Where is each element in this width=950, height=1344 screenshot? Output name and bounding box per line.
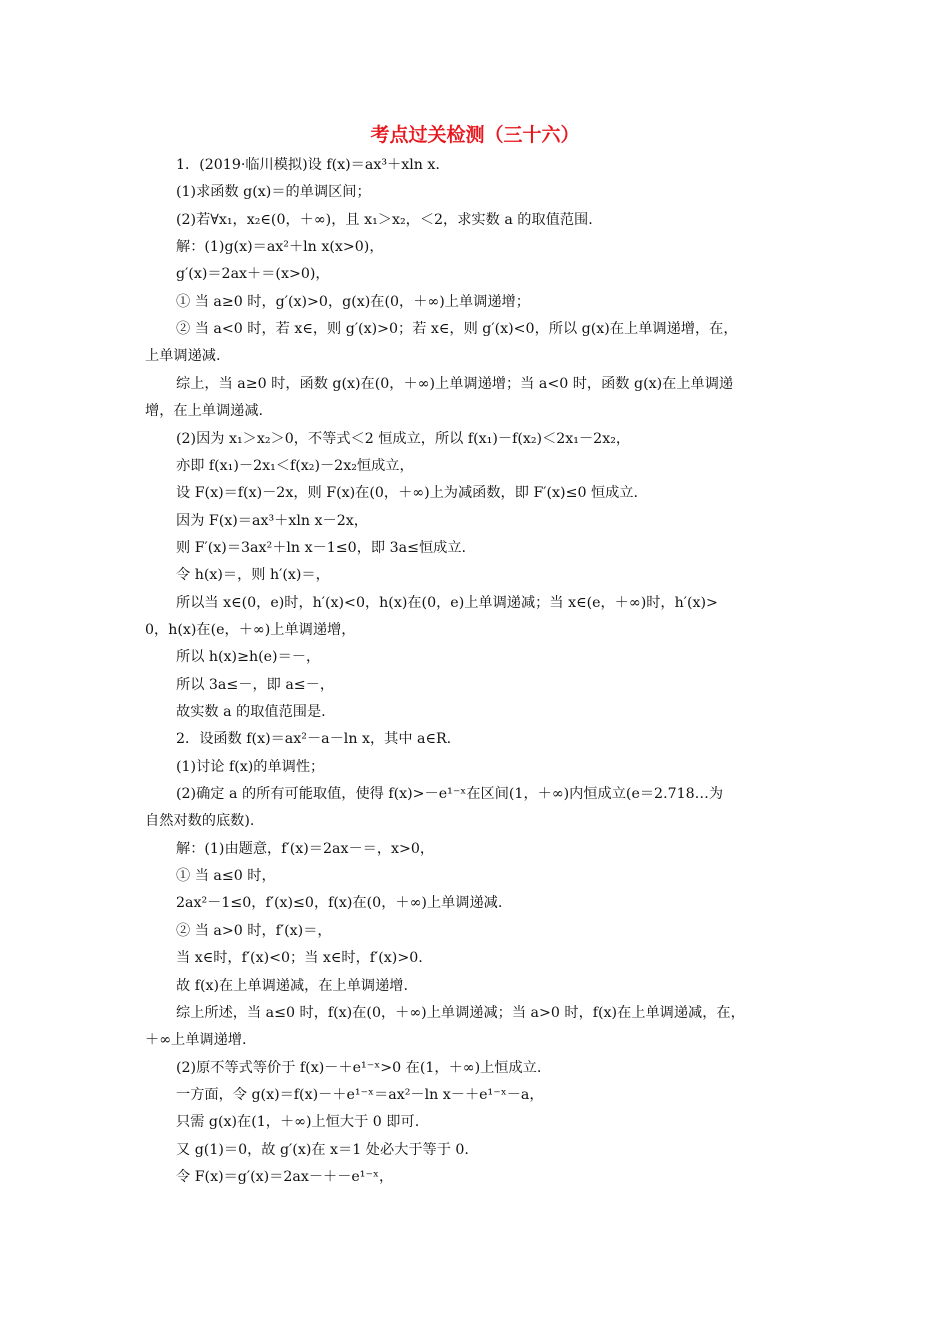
text-line: (1)讨论 f(x)的单调性；	[176, 758, 325, 775]
text-line: g′(x)＝2ax＋＝(x>0)，	[176, 266, 330, 283]
text-line: 所以 3a≤－，即 a≤－，	[176, 676, 335, 693]
text-line: 一方面，令 g(x)＝f(x)－＋e¹⁻ˣ＝ax²－ln x－＋e¹⁻ˣ－a，	[176, 1086, 544, 1103]
text-line: 则 F′(x)＝3ax²＋ln x－1≤0，即 3a≤恒成立.	[176, 539, 467, 556]
text-line: (2)因为 x₁＞x₂＞0，不等式＜2 恒成立，所以 f(x₁)－f(x₂)＜2x₁－2x₂，	[176, 430, 631, 447]
text-line: 解：(1)g(x)＝ax²＋ln x(x>0)，	[176, 239, 384, 256]
text-line: (1)求函数 g(x)＝的单调区间；	[176, 184, 371, 201]
text-line: (2)原不等式等价于 f(x)－＋e¹⁻ˣ>0 在(1，＋∞)上恒成立.	[176, 1059, 542, 1076]
text-line: 上单调递减.	[145, 348, 221, 365]
text-line: ① 当 a≥0 时，g′(x)>0，g(x)在(0，＋∞)上单调递增；	[176, 293, 530, 310]
text-line: 所以 h(x)≥h(e)＝－，	[176, 649, 321, 666]
text-line: 解：(1)由题意，f′(x)＝2ax－＝，x>0，	[176, 840, 435, 857]
text-line: 故 f(x)在上单调递减，在上单调递增.	[176, 977, 408, 994]
text-line: 1．(2019·临川模拟)设 f(x)＝ax³＋xln x.	[176, 157, 440, 173]
text-line: 当 x∈时，f′(x)<0；当 x∈时，f′(x)>0.	[176, 950, 423, 967]
text-line: ＋∞上单调递增.	[145, 1032, 247, 1049]
text-line: ② 当 a>0 时，f′(x)＝，	[176, 922, 332, 939]
text-line: (2)确定 a 的所有可能取值，使得 f(x)>－e¹⁻ˣ在区间(1，＋∞)内恒成立(e＝2.718…为	[176, 786, 724, 803]
text-line: 又 g(1)＝0，故 g′(x)在 x＝1 处必大于等于 0.	[176, 1141, 469, 1158]
text-line: 故实数 a 的取值范围是.	[176, 704, 326, 720]
text-line: 设 F(x)＝f(x)－2x，则 F(x)在(0，＋∞)上为减函数，即 F′(x)≤0 恒成立.	[176, 485, 639, 502]
text-line: 令 F(x)＝g′(x)＝2ax－＋－e¹⁻ˣ，	[176, 1168, 394, 1185]
text-line: 增，在上单调递减.	[145, 403, 264, 420]
text-line: 综上，当 a≥0 时，函数 g(x)在(0，＋∞)上单调递增；当 a<0 时，函数 g(x)在上单调递	[176, 375, 734, 392]
text-line: 综上所述，当 a≤0 时，f(x)在(0，＋∞)上单调递减；当 a>0 时，f(x)在上单调递减，在，	[176, 1004, 745, 1021]
text-line: 所以当 x∈(0，e)时，h′(x)<0，h(x)在(0，e)上单调递减；当 x∈(e，＋∞)时，h′(x)>	[176, 594, 718, 611]
text-line: 亦即 f(x₁)－2x₁＜f(x₂)－2x₂恒成立，	[176, 457, 414, 474]
text-line: 令 h(x)＝，则 h′(x)＝，	[176, 567, 330, 584]
page-title: 考点过关检测（三十六）	[370, 124, 580, 146]
text-line: ② 当 a<0 时，若 x∈，则 g′(x)>0；若 x∈，则 g′(x)<0，所以 g(x)在上单调递增，在，	[176, 321, 738, 338]
text-line: 2ax²－1≤0，f′(x)≤0，f(x)在(0，＋∞)上单调递减.	[176, 895, 503, 912]
text-line: 只需 g(x)在(1，＋∞)上恒大于 0 即可.	[176, 1114, 420, 1131]
text-line: 自然对数的底数).	[145, 813, 255, 830]
text-line: (2)若∀x₁，x₂∈(0，＋∞)，且 x₁＞x₂，＜2，求实数 a 的取值范围.	[176, 211, 593, 228]
text-line: 2．设函数 f(x)＝ax²－a－ln x，其中 a∈R.	[176, 731, 452, 748]
text-line: 因为 F(x)＝ax³＋xln x－2x，	[176, 512, 368, 529]
text-line: ① 当 a≤0 时，	[176, 868, 276, 885]
text-line: 0，h(x)在(e，＋∞)上单调递增，	[145, 621, 356, 638]
